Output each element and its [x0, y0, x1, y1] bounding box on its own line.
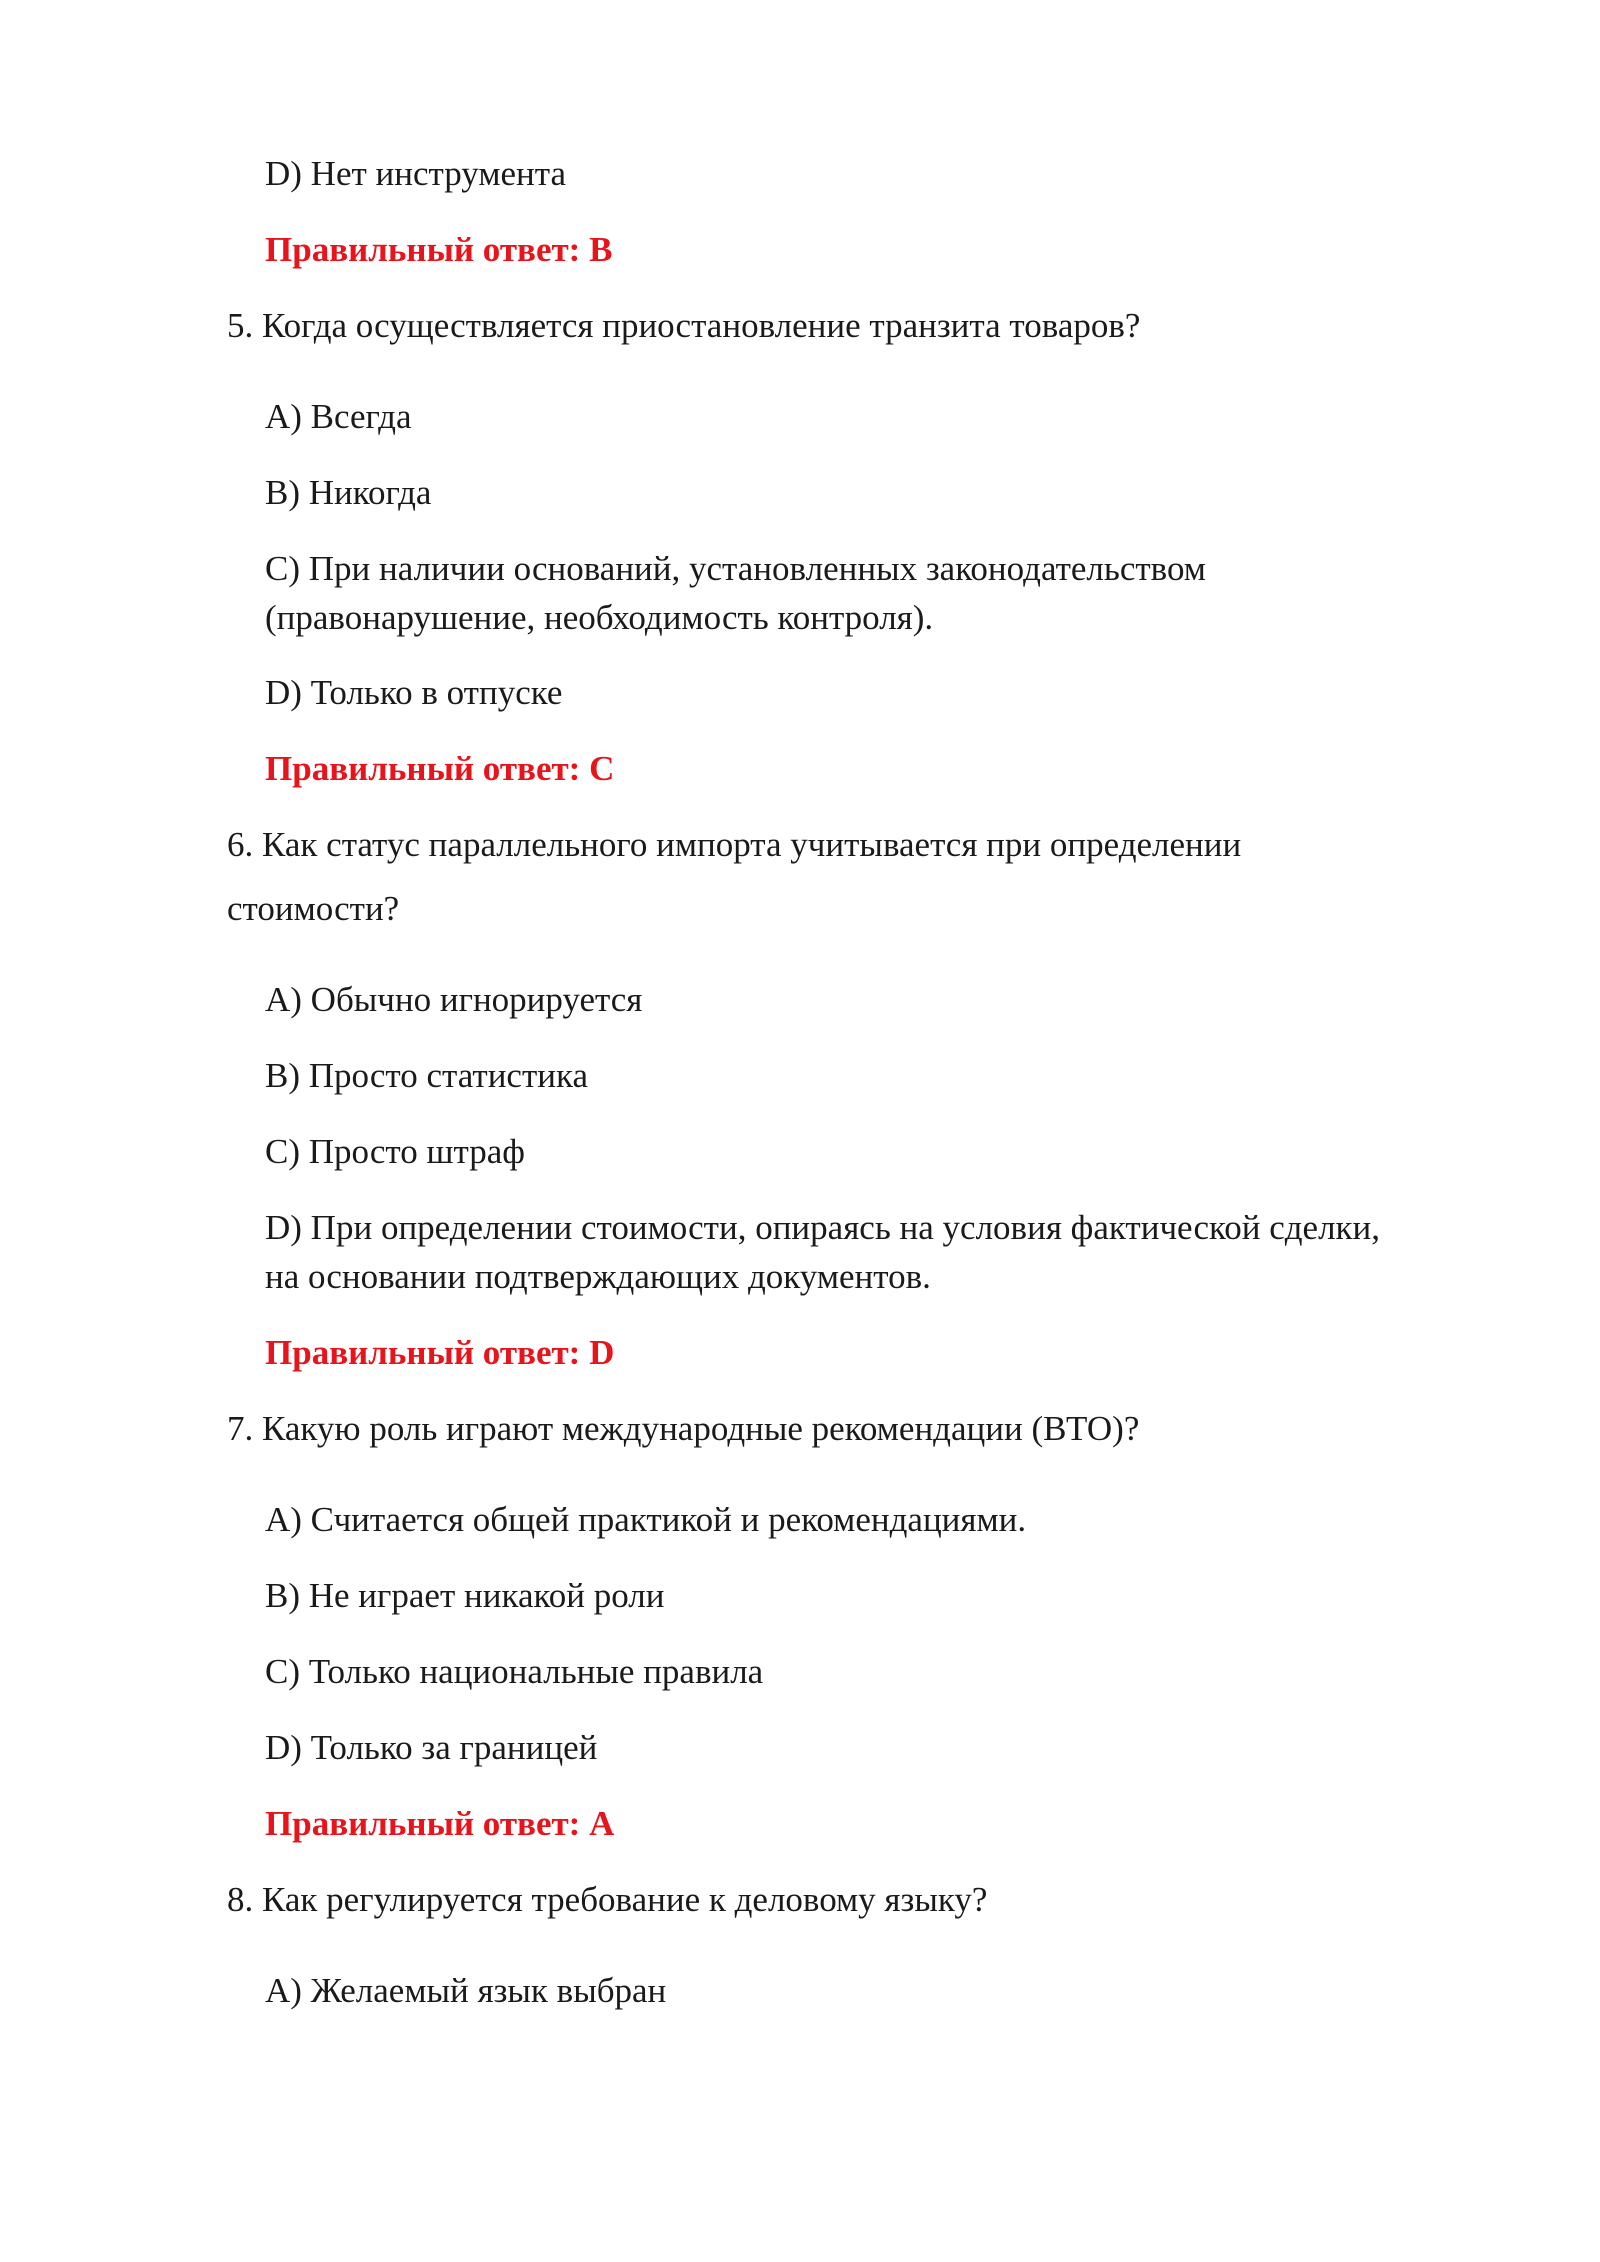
- q5-option-b: B) Никогда: [265, 473, 432, 512]
- q7-option-d: D) Только за границей: [265, 1728, 598, 1767]
- q7-option-b: B) Не играет никакой роли: [265, 1576, 665, 1615]
- q5-option-c-line1: C) При наличии оснований, установленных законодательством: [265, 549, 1206, 588]
- q8-option-a: A) Желаемый язык выбран: [265, 1971, 667, 2010]
- q5-option-c-line2: (правонарушение, необходимость контроля).: [265, 598, 934, 637]
- q5-question: 5. Когда осуществляется приостановление транзита товаров?: [227, 306, 1141, 345]
- q6-question-line2: стоимости?: [227, 889, 400, 928]
- q6-option-a: A) Обычно игнорируется: [265, 980, 643, 1019]
- q5-option-a: A) Всегда: [265, 397, 412, 436]
- q7-question: 7. Какую роль играют международные рекомендации (ВТО)?: [227, 1409, 1140, 1448]
- q8-question: 8. Как регулируется требование к деловому языку?: [227, 1880, 988, 1919]
- q5-correct-answer: Правильный ответ: C: [265, 749, 615, 788]
- q7-correct-answer: Правильный ответ: A: [265, 1804, 615, 1843]
- q6-option-d-line2: на основании подтверждающих документов.: [265, 1257, 931, 1296]
- q6-question-line1: 6. Как статус параллельного импорта учитывается при определении: [227, 825, 1242, 864]
- q4-correct-answer: Правильный ответ: B: [265, 230, 613, 269]
- q5-option-d: D) Только в отпуске: [265, 673, 563, 712]
- q6-option-c: C) Просто штраф: [265, 1132, 525, 1171]
- q6-option-d-line1: D) При определении стоимости, опираясь на условия фактической сделки,: [265, 1208, 1381, 1247]
- q7-option-a: A) Считается общей практикой и рекомендациями.: [265, 1500, 1027, 1539]
- q6-option-b: B) Просто статистика: [265, 1056, 588, 1095]
- q7-option-c: C) Только национальные правила: [265, 1652, 764, 1691]
- q6-correct-answer: Правильный ответ: D: [265, 1333, 615, 1372]
- q4-option-d: D) Нет инструмента: [265, 154, 567, 193]
